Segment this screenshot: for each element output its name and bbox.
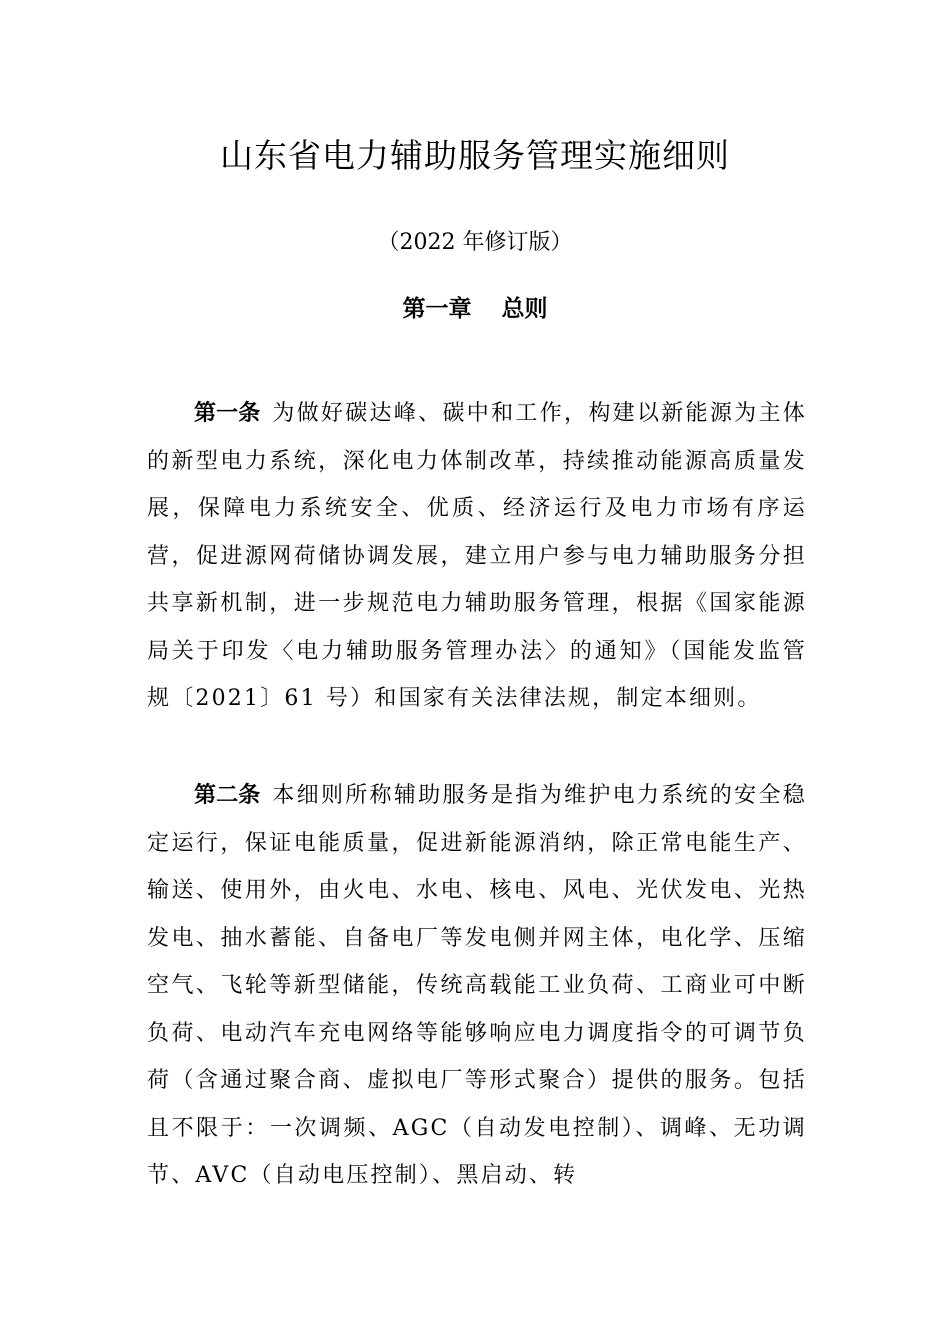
article-paragraph (147, 772, 807, 1200)
article-2 (147, 772, 807, 1200)
document-title: 山东省电力辅助服务管理实施细则 (220, 136, 730, 175)
article-text: 本细则所称辅助服务是指为维护电力系统的安全稳定运行，保证电能质量，促进新能源消纳，除正常电能生产、输送、使用外，由火电、水电、核电、风电、光伏发电、光热发电、抽水蓄能、自备电厂等发电侧并网主体，电化学、压缩空气、飞轮等新型储能，传统高载能工业负荷、工商业可中断负荷、电动汽车充电网络等能够响应电力调度指令的可调节负荷（含通过聚合商、虚拟电厂等形式聚合）提供的服务。包括且不限于：一次调频、AGC（自动发电控制）、调峰、无功调节、AVC（自动电压控制）、黑启动、转 (147, 783, 807, 1188)
document-subtitle: （2022 年修订版） (377, 230, 573, 255)
article-label: 第一条 (194, 401, 261, 426)
article-label: 第二条 (194, 783, 261, 808)
chapter-heading (0, 290, 950, 323)
article-paragraph (147, 390, 807, 723)
chapter-name: 总则 (501, 296, 548, 322)
article-1 (147, 390, 807, 723)
article-text: 为做好碳达峰、碳中和工作，构建以新能源为主体的新型电力系统，深化电力体制改革，持续推动能源高质量发展，保障电力系统安全、优质、经济运行及电力市场有序运营，促进源网荷储协调发展，建立用户参与电力辅助服务分担共享新机制，进一步规范电力辅助服务管理，根据《国家能源局关于印发〈电力辅助服务管理办法〉的通知》（国能发监管规〔2021〕61 号）和国家有关法律法规，制定本细则。 (147, 401, 807, 711)
chapter-number: 第一章 (402, 296, 472, 322)
